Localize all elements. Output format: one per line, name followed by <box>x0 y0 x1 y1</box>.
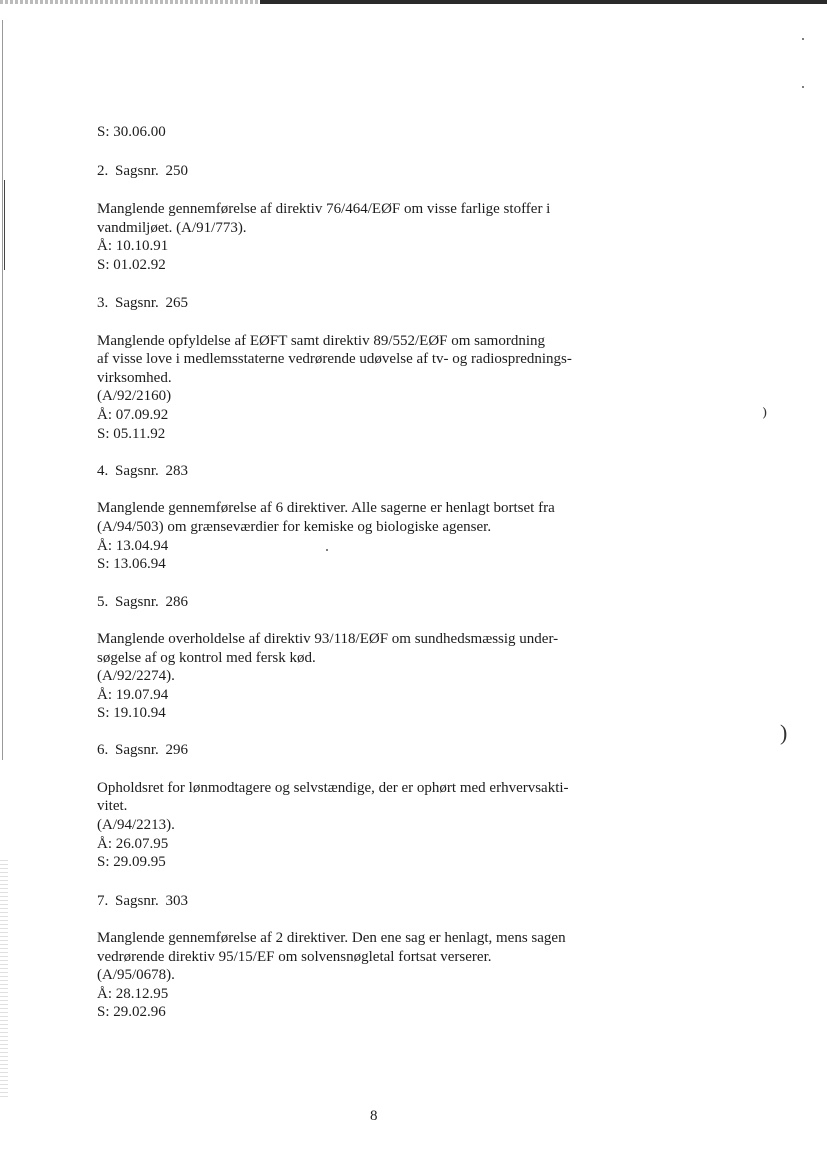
case-5-ref: (A/92/2274). <box>97 668 175 684</box>
case-7-text-1: Manglende gennemførelse af 2 direktiver. Den ene sag er henlagt, mens sagen <box>97 930 566 946</box>
case-5-text-1: Manglende overholdelse af direktiv 93/118/EØF om sundhedsmæssig under- <box>97 631 559 647</box>
case-3-text-2: af visse love i medlemsstaterne vedrørende udøvelse af tv- og radiosprednings- <box>97 351 572 367</box>
scan-speck <box>802 38 804 40</box>
case-4-a: Å: 13.04.94 <box>97 538 169 554</box>
case-4-s: S: 13.06.94 <box>97 556 166 572</box>
case-2-heading: 2. Sagsnr. 250 <box>97 163 189 179</box>
case-2-text-2: vandmiljøet. (A/91/773). <box>97 220 247 236</box>
scan-left-edge-dark <box>4 180 5 270</box>
case-3-text-1: Manglende opfyldelse af EØFT samt direktiv 89/552/EØF om samordning <box>97 333 545 349</box>
case-4-text-1: Manglende gennemførelse af 6 direktiver. Alle sagerne er henlagt bortset fra <box>97 500 555 516</box>
case-6-ref: (A/94/2213). <box>97 817 175 833</box>
case-2-a: Å: 10.10.91 <box>97 238 169 254</box>
case-3-ref: (A/92/2160) <box>97 388 172 404</box>
case-3-a: Å: 07.09.92 <box>97 407 169 423</box>
page-number: 8 <box>370 1108 378 1124</box>
case-6-a: Å: 26.07.95 <box>97 836 169 852</box>
case-7-a: Å: 28.12.95 <box>97 986 169 1002</box>
case-3-text-3: virksomhed. <box>97 370 172 386</box>
case-2-text-1: Manglende gennemførelse af direktiv 76/464/EØF om visse farlige stoffer i <box>97 201 551 217</box>
scan-noise <box>0 860 8 1100</box>
case-6-text-2: vitet. <box>97 798 128 814</box>
case-5-heading: 5. Sagsnr. 286 <box>97 594 189 610</box>
case-4-heading: 4. Sagsnr. 283 <box>97 463 189 479</box>
case-3-heading: 3. Sagsnr. 265 <box>97 295 189 311</box>
scan-artifact-paren: ) <box>780 720 788 745</box>
case-7-ref: (A/95/0678). <box>97 967 175 983</box>
case-3-s: S: 05.11.92 <box>97 426 166 442</box>
scan-speck <box>802 86 804 88</box>
case-2-s: S: 01.02.92 <box>97 257 166 273</box>
scan-left-edge <box>2 20 3 760</box>
case-7-heading: 7. Sagsnr. 303 <box>97 893 189 909</box>
case-5-s: S: 19.10.94 <box>97 705 166 721</box>
case-6-heading: 6. Sagsnr. 296 <box>97 742 189 758</box>
case-7-text-2: vedrørende direktiv 95/15/EF om solvensnøgletal fortsat verserer. <box>97 949 492 965</box>
scan-top-border-faded <box>0 0 260 4</box>
case-7-s: S: 29.02.96 <box>97 1004 166 1020</box>
case-5-a: Å: 19.07.94 <box>97 687 169 703</box>
s-date-1: S: 30.06.00 <box>97 124 166 140</box>
case-5-text-2: søgelse af og kontrol med fersk kød. <box>97 650 316 666</box>
case-6-text-1: Opholdsret for lønmodtagere og selvstændige, der er ophørt med erhvervsakti- <box>97 780 569 796</box>
scan-artifact-hook: ⁾ <box>762 404 768 429</box>
scan-speck <box>326 549 328 551</box>
case-6-s: S: 29.09.95 <box>97 854 166 870</box>
case-4-text-2: (A/94/503) om grænseværdier for kemiske og biologiske agenser. <box>97 519 492 535</box>
